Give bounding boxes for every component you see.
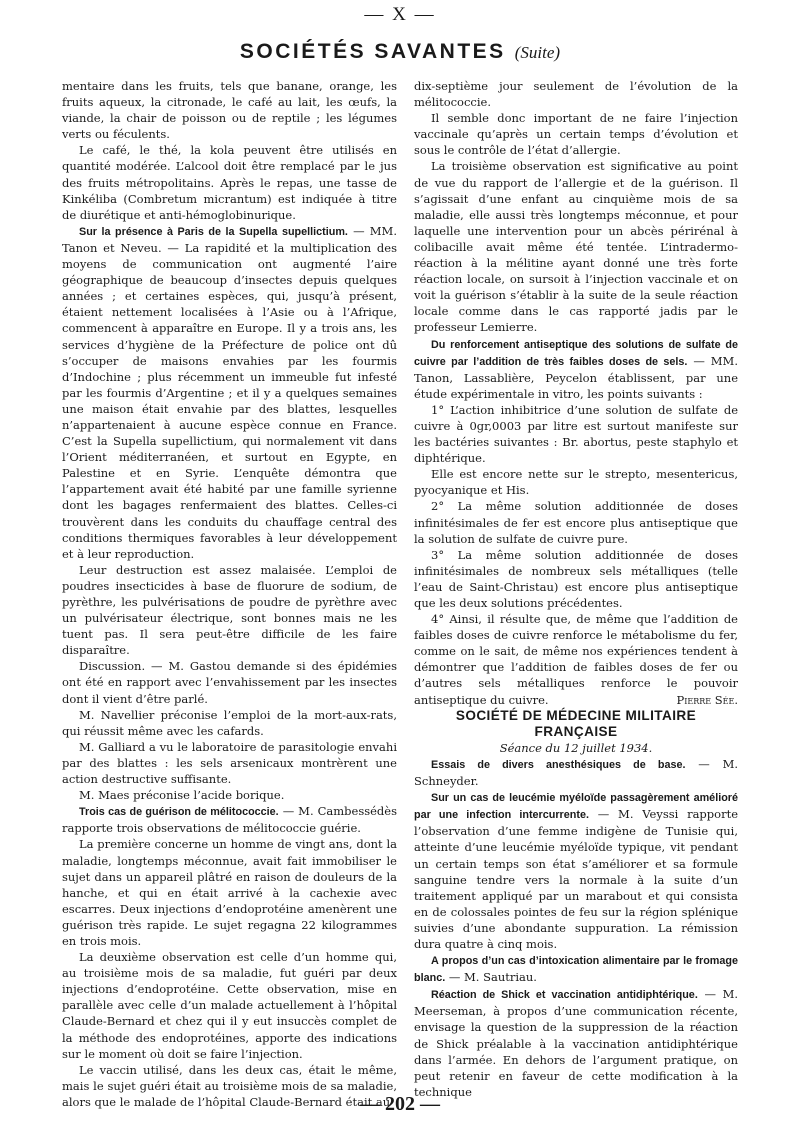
article-text: rapporte trois observations de mélitococcie guérie. [62, 821, 361, 836]
article-melitococcie [62, 803, 397, 836]
header-subtitle: (Suite) [514, 43, 561, 62]
article-leucemie [414, 789, 738, 952]
article-title: Essais de divers anesthésiques de base. [431, 758, 686, 771]
signature: Pierre Sée. [676, 692, 738, 707]
paragraph: La troisième observation est significative au point de vue du rapport de l’allergie et de la guérison. Il s’agissait d’une enfant au cinquième mois de sa maladie, elle aussi très longtemps méconnue, et pour laquelle une intervention pour un abcès périrénal à colibacille avait même été tentée. L’intradermo-réaction à la mélitine ayant donné une très forte réaction locale, on sursoit à l’injection vaccinale et on voit la guérison s’établir à la suite de la seule réaction locale comme dans le cas rapporté jadis par le professeur Lemierre. [414, 159, 738, 335]
page-number: — 202 — [360, 1093, 440, 1115]
paragraph: M. Galliard a vu le laboratoire de parasitologie envahi par des blattes : les sels arsenicaux montrèrent une action destructive suffisante. [62, 739, 397, 787]
article-title: A propos d’un cas d’intoxication alimentaire par le fromage blanc. [414, 955, 738, 985]
article-authors: — MM. Tanon et Neveu. [62, 223, 397, 255]
paragraph: Elle est encore nette sur le strepto, mesentericus, pyocyanique et His. [414, 467, 738, 498]
paragraph: Le café, le thé, la kola peuvent être utilisés en quantité modérée. L’alcool doit être remplacé par le jus des fruits métropolitains. Après le repas, une tasse de Kinkéliba (Combretum micrantum) est indiquée à titre de diurétique et anti-hémoglobinurique. [62, 143, 397, 222]
article-shick [414, 986, 738, 1100]
article-text: — La rapidité et la multiplication des moyens de communication ont augmenté l’aire géographique de beaucoup d’insectes depuis quelques années ; et certaines espèces, qui, jusqu’à présent, étaient nettement localisées à l’Asie ou à l’Afrique, commencent à apparaître en Europe. Il y a trois ans, les services d’hygiène de la Préfecture de police ont dû s’occuper de maisons envahies par les fourmis d’Indochine ; plus récemment un immeuble fut infesté par les fourmis d’Argentine ; et il y a quelques semaines une maison était envahie par des blattes, lesquelles n’appartenaient à aucune espèce connue en France. C’est la Supella supellictium, qui normalement vit dans l’Orient méditerranéen, et surtout en Egypte, en Palestine et en Syrie. L’enquête démontra que l’appartement avait été habité par une famille syrienne dont les bagages renfermaient des blattes. Celles-ci trouvèrent dans les conduits du chauffage central des conditions thermiques favorables à leur développement et à leur reproduction. [62, 240, 398, 561]
article-supella [62, 223, 397, 562]
paragraph: Le vaccin utilisé, dans les deux cas, était le même, mais le sujet guéri était au troisième mois de sa maladie, alors que le malade de l’hôpital Claude-Bernard était au [62, 1062, 397, 1109]
article-title: Réaction de Shick et vaccination antidiphtérique. [431, 989, 698, 1002]
article-intoxication [414, 952, 738, 986]
right-column [414, 78, 739, 1099]
article-text: — M. Meerseman, à propos d’une communication récente, envisage la question de la suppression de la réaction de Shick préalable à la vaccination antidiphtérique dans l’armée. En dehors de l’argument pratique, on peut retenir en faveur de cette modification à la technique [414, 987, 739, 1099]
article-text: — MM. Tanon, Lassablière, Peycelon établissent, par une étude expérimentale in vitro, les points suivants : [414, 353, 738, 401]
paragraph: 3° La même solution additionnée de doses infinitésimales de nombreux sels métalliques (telle l’eau de Saint-Christau) est encore plus antiseptique que les deux solutions précédentes. [414, 547, 738, 610]
section-date: Séance du 12 juillet 1934. [499, 740, 653, 755]
paragraph: 1° L’action inhibitrice d’une solution de sulfate de cuivre à 0gr,0003 par litre est surtout manifeste sur les bactéries suivantes : Br. abortus, peste staphylo et diphtérique. [414, 402, 738, 466]
article-sulfate [414, 336, 738, 402]
article-title: Sur un cas de leucémie myéloïde passagèrement amélioré par une infection intercurrente. [414, 792, 738, 822]
article-anesthesiques [414, 756, 738, 789]
paragraph: Leur destruction est assez malaisée. L’emploi de poudres insecticides à base de fluorure de sodium, de pyrèthre, les pulvérisations de poudre de pyrèthre avec un pulvérisateur électrique, sont bonnes mais ne les tuent pas. Il sera peut-être difficile de les faire disparaître. [62, 562, 397, 658]
paragraph: 2° La même solution additionnée de doses infinitésimales de fer est encore plus antiseptique que la solution de sulfate de cuivre pure. [414, 499, 738, 546]
article-title: Sur la présence à Paris de la Supella supellictium. [79, 225, 348, 238]
article-title: Trois cas de guérison de mélitococcie. [79, 806, 279, 819]
page-marker: — X — [364, 4, 436, 25]
paragraph-text: 4° Ainsi, il résulte que, de même que l’addition de faibles doses de cuivre renforce le métabolisme du fer, comme on le sait, de même nos expériences tendent à démontrer que l’addition de faibles doses de fer ou d’autres sels métalliques renforce le pouvoir antiseptique du cuivre. [414, 612, 738, 707]
article-title: Du renforcement antiseptique des solutions de sulfate de cuivre par l’addition de très faibles doses de sels. [414, 338, 738, 368]
section-title: SOCIÉTÉ DE MÉDECINE MILITAIRE FRANÇAISE [455, 707, 697, 739]
running-header [0, 40, 800, 64]
paragraph: mentaire dans les fruits, tels que banane, orange, les fruits aqueux, la citronade, le café au lait, les œufs, la viande, la chair de poisson ou de reptile ; les légumes verts ou féculents. [62, 79, 397, 142]
paragraph-discussion: Discussion. — M. Gastou demande si des épidémies ont été en rapport avec l’envahissement par les insectes dont il vient d’être parlé. [62, 659, 397, 706]
paragraph: M. Navellier préconise l’emploi de la mort-aux-rats, qui réussit même avec les cafards. [62, 707, 397, 738]
article-text: — M. Veyssi rapporte l’observation d’une femme indigène de Tunisie qui, atteinte d’une leucémie myéloïde typique, vit pendant un certain temps son état s’améliorer et sa formule sanguine tendre vers la normale à la suite d’un traitement appliqué par un marabout et qui consista en de colossales pointes de feu sur la région splénique suivies d’une abondante suppuration. La rémission dura quatre à cinq mois. [414, 807, 739, 951]
article-text: — M. Sautriau. [448, 970, 537, 985]
paragraph: M. Maes préconise l’acide borique. [79, 788, 285, 803]
paragraph: dix-septième jour seulement de l’évolution de la mélitococcie. [414, 79, 738, 110]
article-text: — M. Schneyder. [414, 756, 738, 789]
paragraph: La première concerne un homme de vingt ans, dont la maladie, longtemps méconnue, avait fait immobiliser le sujet dans un appareil plâtré en raison de douleurs de la hanche, et qui en était arrivé à la cachexie avec escarres. Deux injections d’endoprotéine amenèrent une guérison très rapide. Le sujet regagna 22 kilogrammes en trois mois. [62, 837, 397, 948]
header-title: SOCIÉTÉS SAVANTES [239, 40, 506, 63]
left-column [62, 78, 398, 1109]
article-authors: — M. Cambessédès [282, 804, 398, 819]
paragraph: La deuxième observation est celle d’un homme qui, au troisième mois de sa maladie, fut guéri par deux injections d’endoprotéine. Cette observation, mise en parallèle avec celle d’un malade actuellement à l’hôpital Claude-Bernard et chez qui il y eut insuccès complet de la méthode des endoprotéines, apporte des indications sur le moment où doit se faire l’injection. [62, 950, 397, 1061]
paragraph [414, 611, 738, 708]
paragraph: Il semble donc important de ne faire l’injection vaccinale qu’après un certain temps d’évolution et sous le contrôle de l’état d’allergie. [414, 111, 738, 158]
